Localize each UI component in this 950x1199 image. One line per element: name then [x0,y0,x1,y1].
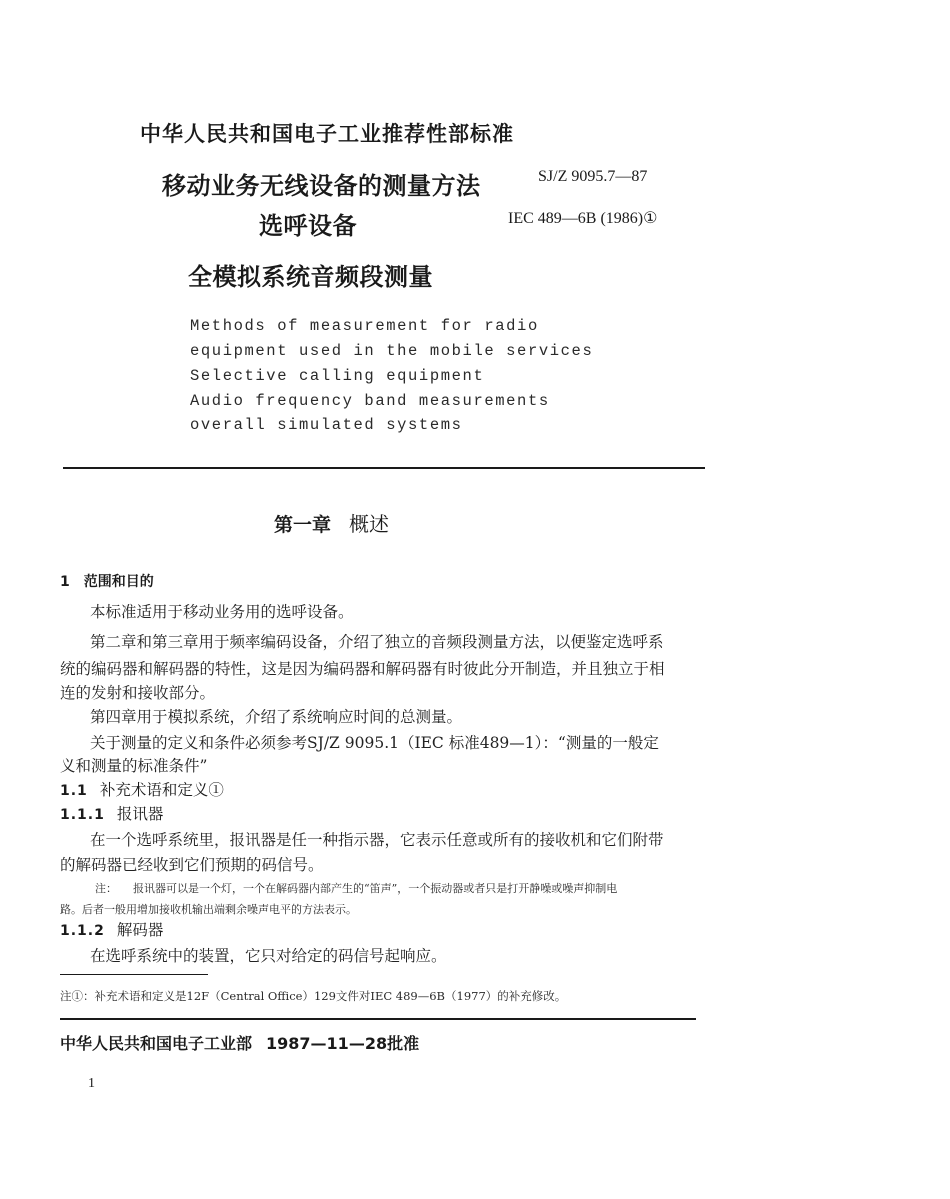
approval-line [60,1031,419,1054]
chapter-number: 第一章 [274,514,332,536]
subsection-number: 1.1 [60,783,88,799]
english-title-line: Methods of measurement for radio [190,317,539,335]
english-title-line: Audio frequency band measurements [190,392,550,410]
english-title-line: Selective calling equipment [190,367,485,385]
subsection-title: 解码器 [116,921,164,939]
paragraph-line: 连的发射和接收部分。 [60,684,216,702]
paragraph: 在选呼系统中的装置，它只对给定的码信号起响应。 [90,947,447,965]
paragraph: 第四章用于模拟系统，介绍了系统响应时间的总测量。 [90,708,463,726]
note-label: 注： [95,882,117,895]
standard-code: SJ/Z 9095.7—87 [538,168,648,185]
paragraph-line: 关于测量的定义和条件必须参考SJ/Z 9095.1（IEC 标准489—1）：“测量的一般定 [90,734,659,752]
approval-date: 1987—11—28批准 [266,1034,420,1053]
subsection-heading [60,778,224,800]
subsection-title: 补充术语和定义① [99,781,224,799]
paragraph: 本标准适用于移动业务用的选呼设备。 [90,603,354,621]
english-title-line: overall simulated systems [190,416,463,434]
standard-subtitle-2: 全模拟系统音频段测量 [188,263,433,291]
subsection-title: 报讯器 [116,805,164,823]
note [95,880,617,896]
subsection-heading [60,802,163,824]
subsection-number: 1.1.2 [60,923,105,939]
divider-rule [63,467,705,469]
page-number: 1 [88,1076,95,1091]
chapter-title: 概述 [349,512,390,536]
divider-rule [60,1018,696,1020]
note-text: 路。后者一般用增加接收机输出端剩余噪声电平的方法表示。 [60,903,357,916]
footnote: 注①：补充术语和定义是12F（Central Office）129文件对IEC 489—6B（1977）的补充修改。 [60,989,567,1003]
paragraph-line: 在一个选呼系统里，报讯器是任一种指示器，它表示任意或所有的接收机和它们附带 [90,831,664,849]
footnote-rule [60,974,208,975]
section-number: 1 [60,574,70,590]
subsection-number: 1.1.1 [60,807,105,823]
subsection-heading [60,918,163,940]
org-header: 中华人民共和国电子工业推荐性部标准 [140,122,514,146]
approval-org: 中华人民共和国电子工业部 [60,1034,253,1053]
paragraph-line: 义和测量的标准条件” [60,757,208,775]
chapter-heading [274,508,389,537]
standard-title: 移动业务无线设备的测量方法 [162,172,481,200]
paragraph-line: 统的编码器和解码器的特性，这是因为编码器和解码器有时彼此分开制造，并且独立于相 [60,660,665,678]
section-title: 范围和目的 [83,574,154,590]
note-text: 报讯器可以是一个灯，一个在解码器内部产生的“笛声”，一个振动器或者只是打开静噪或噪声抑制电 [133,882,618,895]
standard-subtitle: 选呼设备 [259,212,357,240]
section-heading [60,571,154,591]
paragraph-line: 第二章和第三章用于频率编码设备，介绍了独立的音频段测量方法，以便鉴定选呼系 [90,633,664,651]
paragraph-line: 的解码器已经收到它们预期的码信号。 [60,856,324,874]
english-title-line: equipment used in the mobile services [190,342,594,360]
iec-reference-code: IEC 489—6B (1986)① [508,210,658,227]
